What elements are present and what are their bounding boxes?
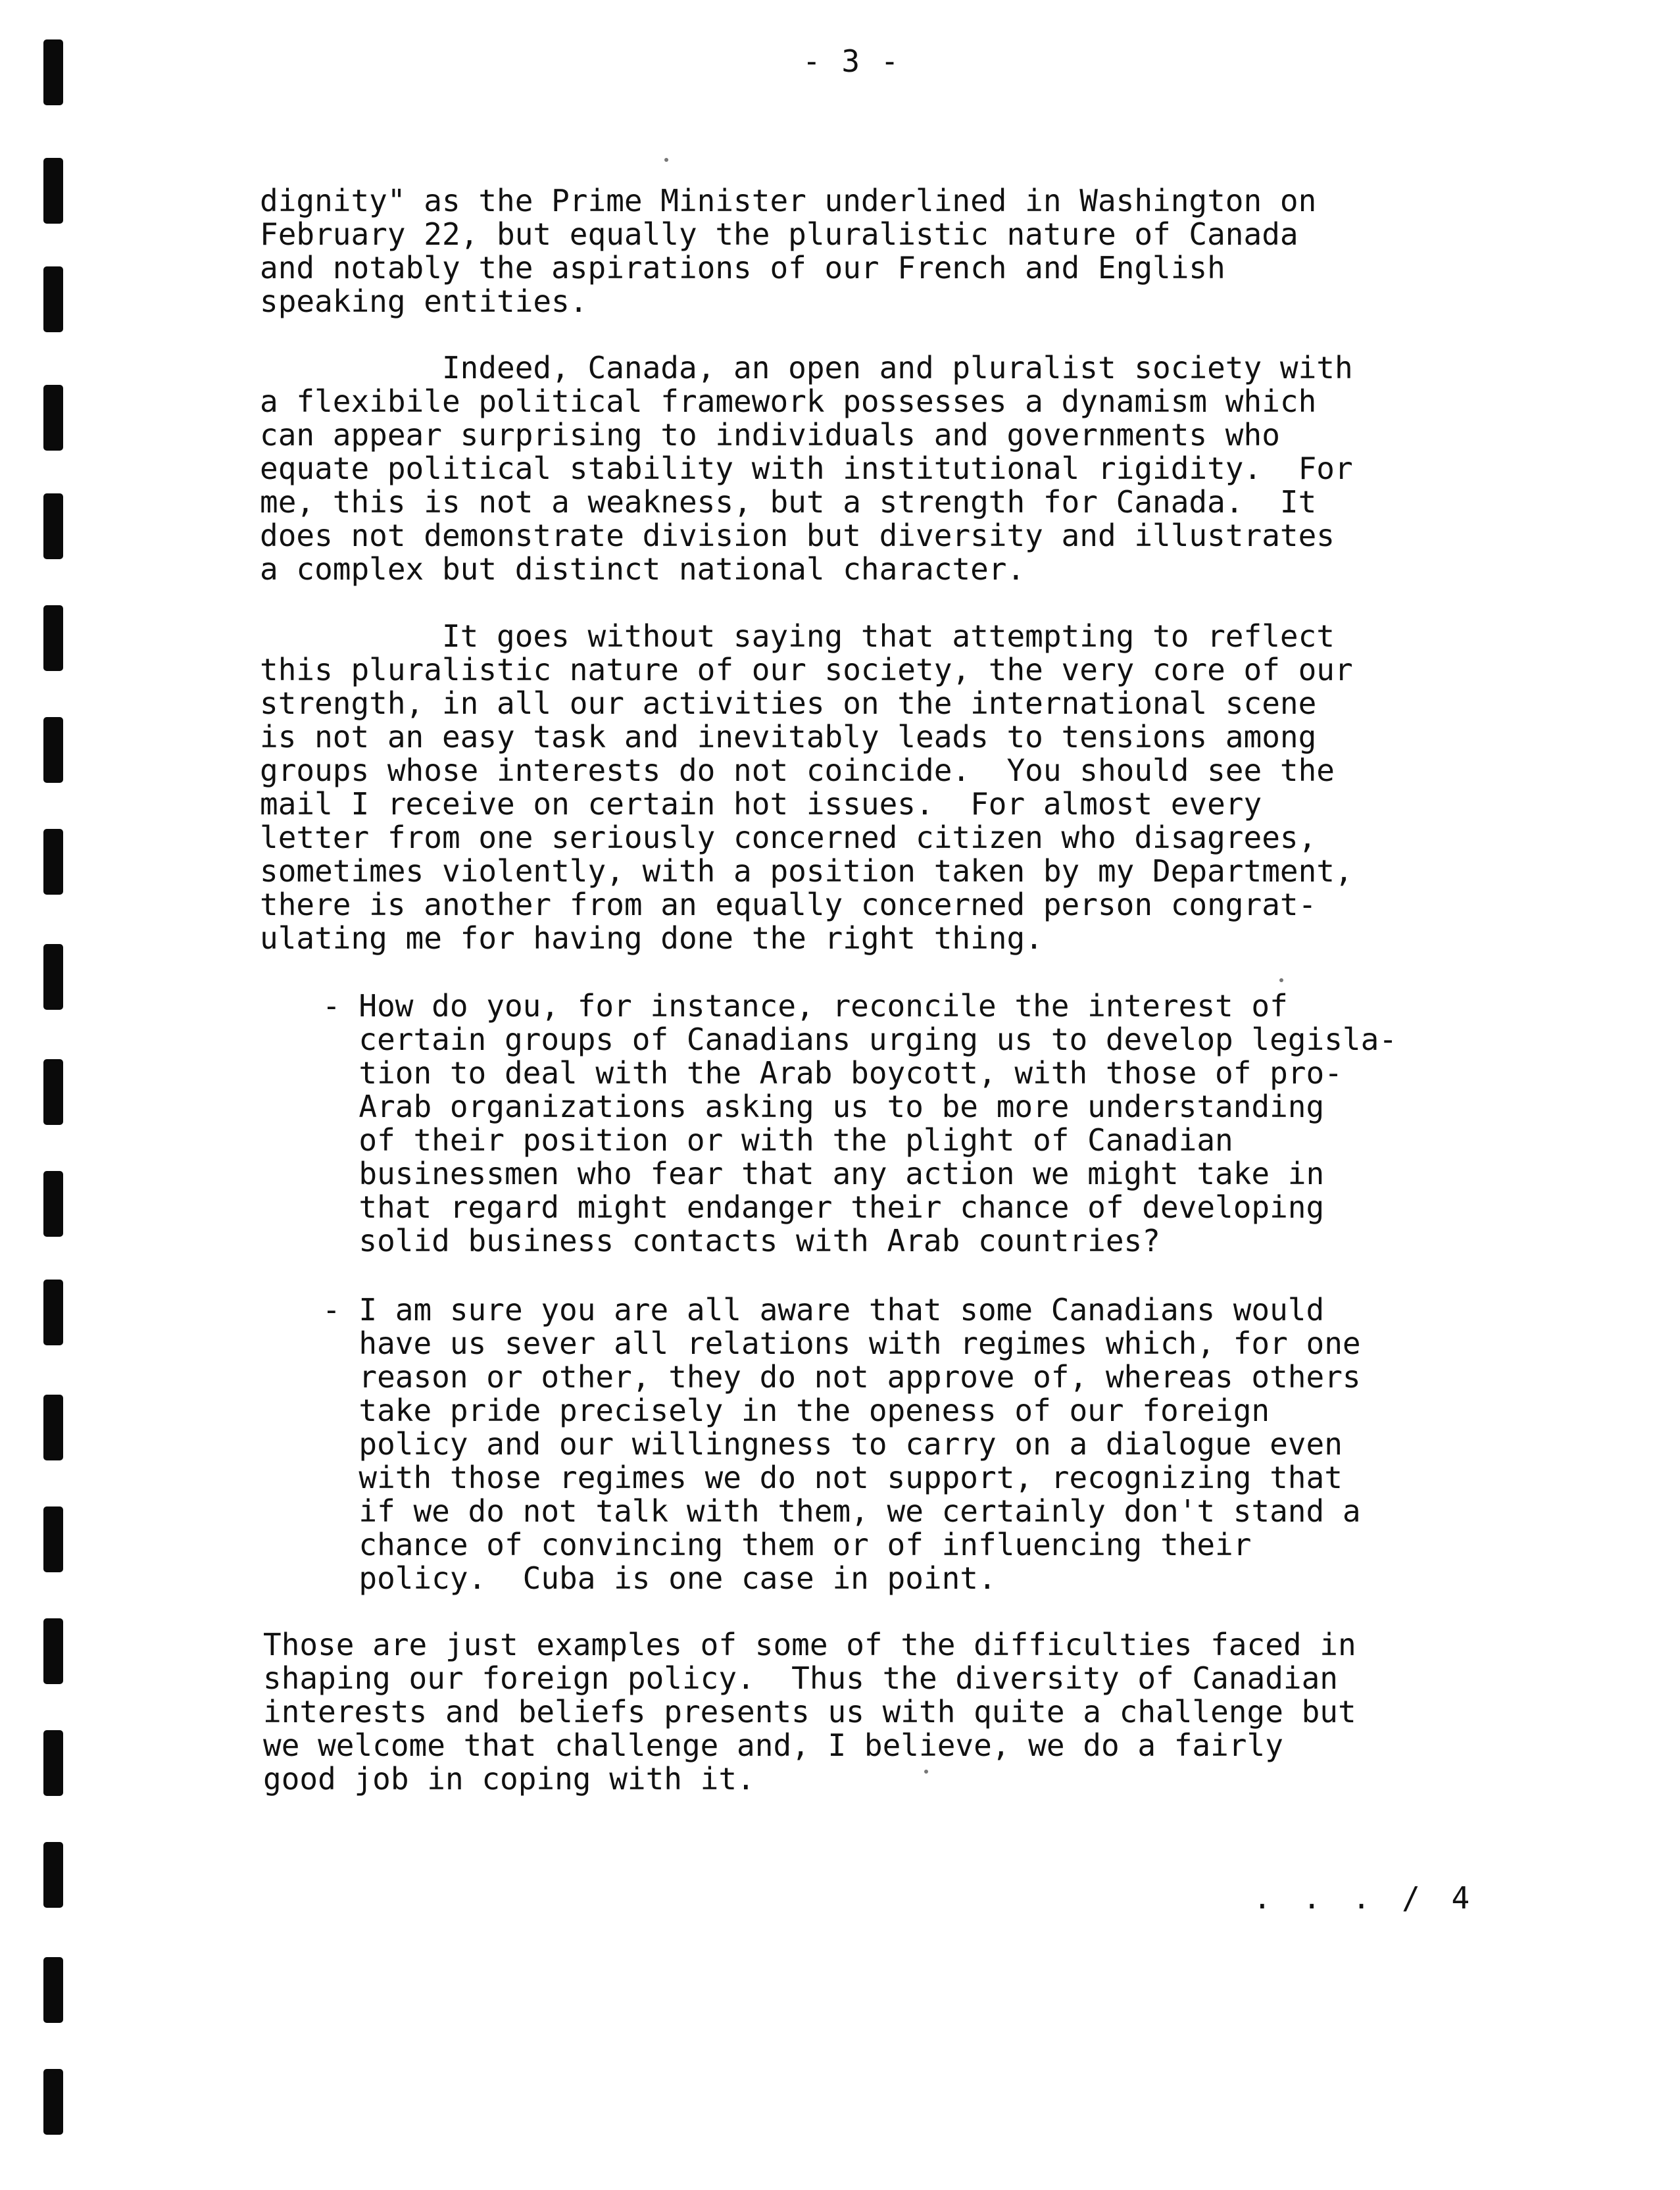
binder-mark	[43, 2069, 63, 2135]
binder-mark	[43, 493, 63, 559]
closing-paragraph: Those are just examples of some of the difficulties faced in shaping our foreign policy. Thus the diversity of Canadian interests and beliefs presents us with quite a challenge but we welcome that challenge and, I believe, we do a fairly good job in coping with it.	[263, 1627, 1356, 1797]
binder-mark	[43, 266, 63, 332]
binder-mark	[43, 1171, 63, 1237]
paragraph-2: Indeed, Canada, an open and pluralist society with a flexibile political framework possesses a dynamism which can appear surprising to individuals and governments who equate political stability with institutional rigidity. For me, this is not a weakness, but a strength for Canada. It does not demonstrate division but diversity and illustrates a complex but distinct national character.	[260, 350, 1353, 587]
binder-mark	[43, 1730, 63, 1796]
binder-mark	[43, 944, 63, 1010]
paragraph-3: It goes without saying that attempting to reflect this pluralistic nature of our society, the very core of our strength, in all our activities on the international scene is not an easy task and inevitably leads to tensions among groups whose interests do not coincide. You should see the mail I receive on certain hot issues. For almost every letter from one seriously concerned citizen who disagrees, sometimes violently, with a position taken by my Department, there is another from an equally concerned person congrat- ulating me for having done the right thing.	[260, 618, 1353, 956]
bullet-regimes: - I am sure you are all aware that some Canadians would have us sever all relations with regimes which, for one reason or other, they do not approve of, whereas others take pride precisely in the openess of our foreign policy and our willingness to carry on a dialogue even with those regimes we do not support, recognizing that if we do not talk with them, we certainly don't stand a chance of convincing them or of influencing their policy. Cuba is one case in point.	[322, 1292, 1361, 1596]
binder-mark	[43, 1395, 63, 1460]
binder-mark	[43, 829, 63, 895]
binder-mark	[43, 385, 63, 451]
binder-mark	[43, 1506, 63, 1572]
page-number: - 3 -	[803, 43, 901, 79]
binder-mark	[43, 1618, 63, 1684]
binder-mark	[43, 39, 63, 105]
scan-speck	[1279, 978, 1283, 982]
bullet-arab-boycott: - How do you, for instance, reconcile the interest of certain groups of Canadians urging us to develop legisla- tion to deal with the Arab boycott, with those of pro- Arab organizations asking us to be more understanding of their position or with the plight of Canadian businessmen who fear that any action we might take in that regard might endanger their chance of developing solid business contacts with Arab countries?	[322, 988, 1397, 1258]
binder-mark	[43, 717, 63, 783]
scan-speck	[664, 158, 668, 162]
binder-mark	[43, 158, 63, 224]
binder-mark	[43, 1280, 63, 1345]
paragraph-1: dignity" as the Prime Minister underlined in Washington on February 22, but equally the pluralistic nature of Canada and notably the aspirations of our French and English speaking entities.	[260, 183, 1317, 319]
binder-mark	[43, 605, 63, 671]
binder-mark	[43, 1957, 63, 2023]
binder-mark	[43, 1842, 63, 1908]
continuation-marker: . . . / 4	[1253, 1880, 1477, 1916]
binder-mark	[43, 1059, 63, 1125]
